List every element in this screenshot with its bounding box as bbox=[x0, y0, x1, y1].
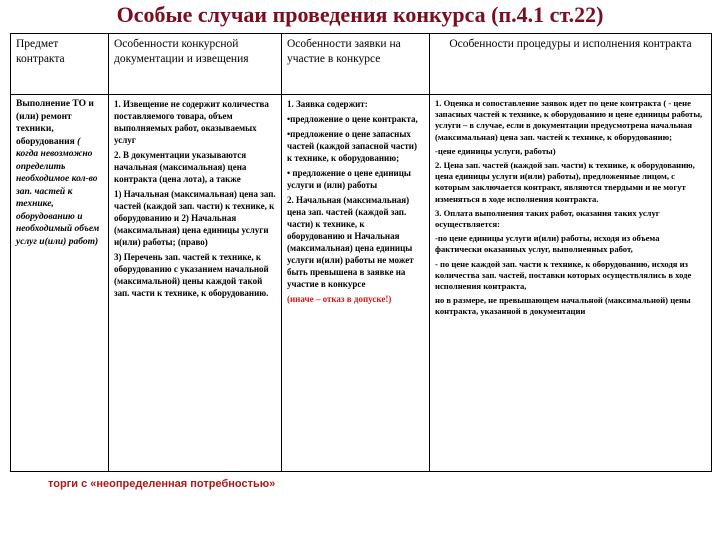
doc-item-1: 1. Извещение не содержит количества поставляемого товара, объем выполняемых работ, оказываемых услуг bbox=[114, 99, 269, 145]
table-row bbox=[11, 95, 712, 472]
proc-item-4: 3. Оплата выполнения таких работ, оказания таких услуг осуществляется: bbox=[435, 207, 660, 230]
app-warning: (иначе – отказ в допуске!) bbox=[287, 294, 392, 304]
footer-note: торги с «неопределенная потребностью» bbox=[48, 478, 276, 490]
header-documentation: Особенности конкурсной документации и извещения bbox=[109, 34, 282, 95]
cell-application bbox=[282, 95, 430, 472]
cell-subject bbox=[11, 95, 109, 472]
app-item-2: •предложение о цене контракта, bbox=[287, 114, 418, 124]
header-subject: Предмет контракта bbox=[11, 34, 109, 95]
doc-item-2: 2. В документации указываются начальная (максимальная) цена контракта (цена лота), а также bbox=[114, 150, 247, 184]
cell-documentation bbox=[109, 95, 282, 472]
slide-title: Особые случаи проведения конкурса (п.4.1 ст.22) bbox=[116, 2, 604, 27]
proc-item-7: но в размере, не превышающем начальной (максимальной) цены контракта, указанной в документации bbox=[435, 295, 691, 317]
subject-note: ( когда невозможно определить необходимое кол-во зап. частей к технике, оборудованию и необходимый объем услуг и(или) работ) bbox=[16, 136, 100, 247]
table-header-row bbox=[11, 34, 712, 95]
features-table bbox=[10, 33, 712, 472]
app-item-3: •предложение о цене запасных частей (каждой запасной части) к технике, к оборудованию; bbox=[287, 129, 417, 163]
subject-text: Выполнение ТО и (или) ремонт техники, оборудования bbox=[16, 99, 94, 147]
doc-item-3: 1) Начальная (максимальная) цена зап. частей (каждой зап. части) к технике, к оборудованию и 2) Начальная (максимальная) цена единицы услуги и(или) работы; (право) bbox=[114, 189, 276, 247]
proc-item-3: 2. Цена зап. частей (каждой зап. части) к технике, к оборудованию, цена единицы услуги и(или) работы), предложенные лицом, с которым заключается контракт, являются твердыми и не могут изменяться в ходе исполнения контракта. bbox=[435, 160, 695, 204]
proc-item-6: - по цене каждой зап. части к технике, к оборудованию, исходя из количества зап. частей, поставки которых осуществлялись в ходе исполнения контракта, bbox=[435, 258, 692, 292]
cell-procedure bbox=[430, 95, 712, 472]
doc-item-4: 3) Перечень зап. частей к технике, к оборудованию с указанием начальной (максимальной) цены каждой такой зап. части к технике, к оборудованию. bbox=[114, 252, 269, 298]
proc-item-5: -по цене единицы услуги и(или) работы, исходя из объема фактически оказанных услуг, выполненных работ, bbox=[435, 233, 660, 255]
proc-item-2: -цене единицы услуги, работы) bbox=[435, 145, 556, 156]
app-item-4: • предложение о цене единицы услуги и (или) работы bbox=[287, 168, 411, 190]
header-procedure: Особенности процедуры и исполнения контракта bbox=[430, 34, 712, 95]
header-application: Особенности заявки на участие в конкурсе bbox=[282, 34, 430, 95]
app-item-1: 1. Заявка содержит: bbox=[287, 99, 368, 109]
proc-item-1: 1. Оценка и сопоставление заявок идет по цене контракта ( - цене запасных частей к технике, к оборудованию и цене единицы работы, услуги – в случае, если в документации предусмотрена начальная (максимальная) цена зап. частей к технике, к оборудованию; bbox=[435, 98, 703, 142]
app-item-5: 2. Начальная (максимальная) цена зап. частей (каждой зап. части) к технике, к оборудованию и Начальная (максимальная) цена единицы услуги и(или) работы не может быть превышена в заявке на участие в конкурсе bbox=[287, 195, 414, 289]
